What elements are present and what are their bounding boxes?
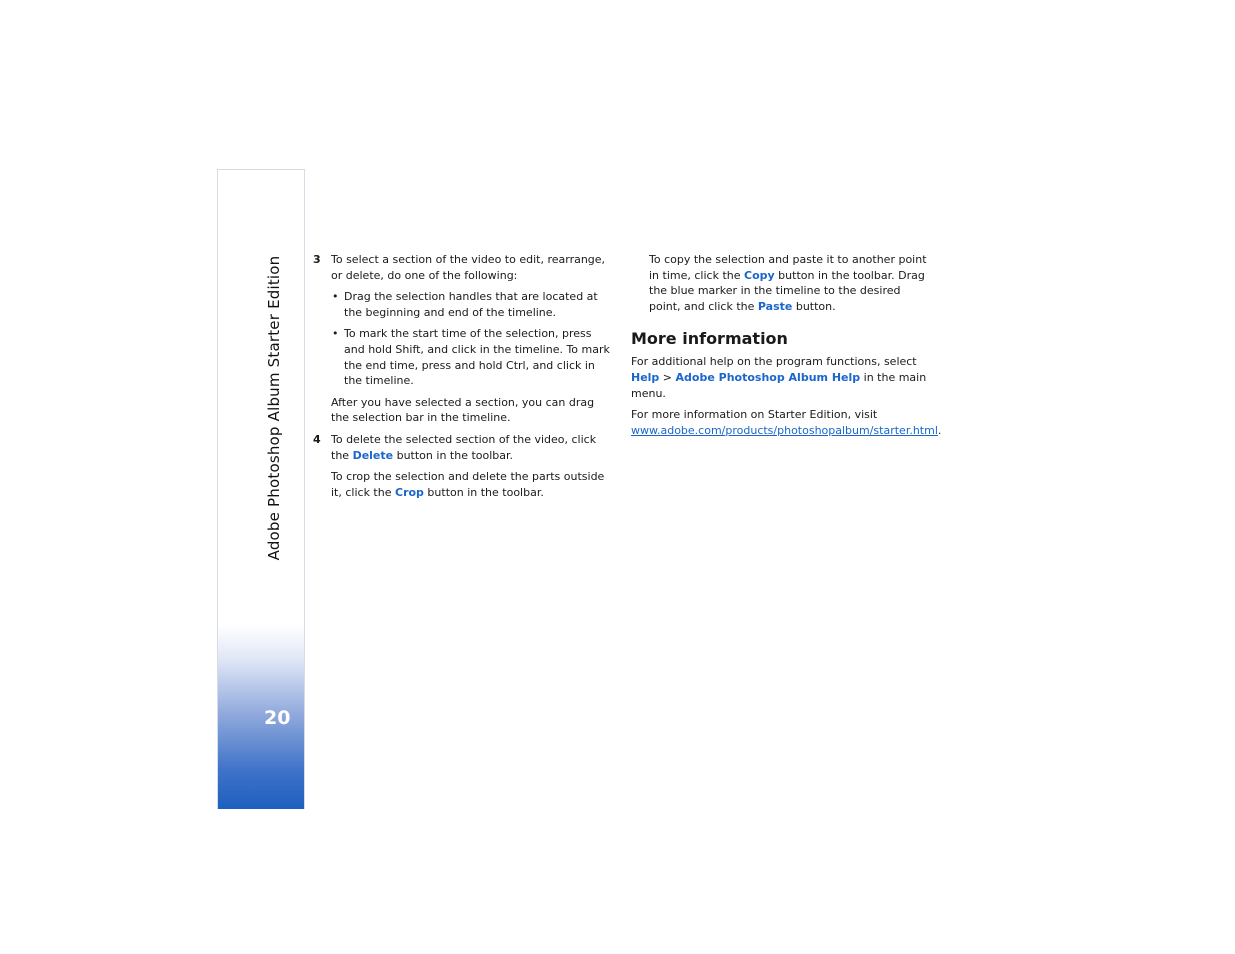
crop-text: To crop the selection and delete the parts outside it, click the <box>331 470 605 499</box>
right-column <box>631 252 942 444</box>
more-info-text-after: . <box>937 423 942 437</box>
copy-text-after: button. <box>792 299 836 313</box>
step-number: 3 <box>313 253 321 266</box>
step-3 <box>313 252 613 283</box>
document-title: Adobe Photoshop Album Starter Edition <box>265 255 283 561</box>
help-text: For additional help on the program functions, select <box>631 355 917 369</box>
step-text: To delete the selected section of the video, click the <box>331 432 597 462</box>
help-text-after: in the main menu. <box>631 370 927 400</box>
bullet-text: Drag the selection handles that are located at the beginning and end of the timeline. <box>344 290 598 319</box>
paragraph-after-select: After you have selected a section, you can drag the selection bar in the timeline. <box>331 395 595 425</box>
bullet-text: To mark the start time of the selection, press and hold Shift, and click in the timeline. To mark the end time, press and hold Ctrl, and click in the timeline. <box>344 327 610 388</box>
bullet-icon: • <box>332 290 339 304</box>
step-4 <box>313 432 613 463</box>
help-separator: > <box>659 370 676 384</box>
copy-text-middle: button in the toolbar. Drag the blue marker in the timeline to the desired point, and click the <box>649 268 925 313</box>
more-info-text: For more information on Starter Edition, visit <box>631 408 878 422</box>
paragraph-help <box>631 354 931 401</box>
starter-edition-link[interactable]: www.adobe.com/products/photoshopalbum/starter.html <box>631 423 938 437</box>
section-heading: More information <box>631 329 788 349</box>
delete-keyword: Delete <box>352 448 394 462</box>
crop-text-after: button in the toolbar. <box>423 485 544 499</box>
step-text: To select a section of the video to edit, rearrange, or delete, do one of the following: <box>331 253 606 282</box>
step-text-after: button in the toolbar. <box>393 448 514 462</box>
bullet-icon: • <box>332 327 339 341</box>
copy-keyword: Copy <box>744 268 775 282</box>
paragraph-crop <box>313 469 613 500</box>
crop-keyword: Crop <box>395 485 424 499</box>
paragraph-more-info <box>631 407 942 438</box>
bullet-item <box>313 326 613 388</box>
left-column <box>313 252 613 506</box>
paragraph-copy <box>631 252 931 314</box>
page-number: 20 <box>264 707 291 729</box>
bullet-item <box>313 289 613 320</box>
copy-text: To copy the selection and paste it to another point in time, click the <box>649 253 927 282</box>
album-help-keyword: Adobe Photoshop Album Help <box>675 370 861 384</box>
paste-keyword: Paste <box>757 299 793 313</box>
step-number: 4 <box>313 432 321 446</box>
help-keyword: Help <box>631 370 660 384</box>
